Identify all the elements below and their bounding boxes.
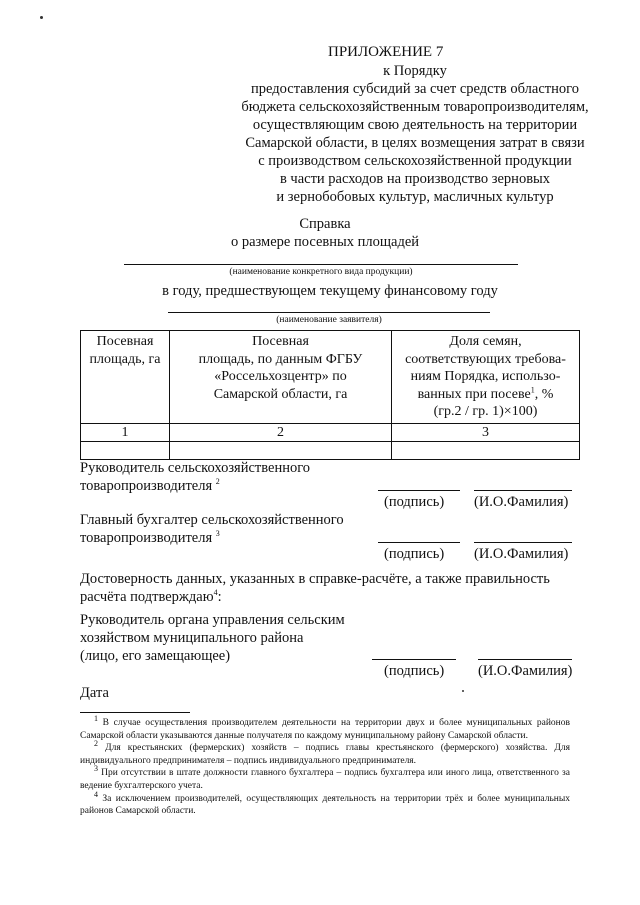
header-line: с производством сельскохозяйственной продукции [258, 153, 572, 169]
header-line: предоставления субсидий за счет средств областного [251, 81, 579, 97]
municipal-signatory: Руководитель органа управления сельским хозяйством муниципального района (лицо, его замещающее) [80, 612, 345, 664]
header-line: Самарской области, в целях возмещения затрат в связи [245, 135, 585, 151]
product-caption: (наименование конкретного вида продукции) [229, 267, 413, 277]
appendix-header [200, 43, 630, 206]
head-signatory: Руководитель сельскохозяйственного товаропроизводителя $^2$ [80, 460, 311, 494]
name-caption: (И.О.Фамилия) [474, 494, 569, 510]
title-line-1: Справка [299, 216, 351, 232]
name-line [478, 659, 572, 660]
year-line: в году, предшествующем текущему финансовому году [162, 283, 498, 299]
footnotes [80, 713, 571, 818]
name-caption: (И.О.Фамилия) [474, 546, 569, 562]
scan-mark [462, 690, 464, 692]
signature-line [372, 659, 456, 660]
footnote: $^1$ В случае осуществления производителем деятельности на территории двух и более муниципальных районов Самарской области указываются данные получателя по каждому муниципальному району Самарской области. [80, 713, 570, 741]
footnote-separator [80, 712, 190, 713]
scan-mark [40, 16, 43, 19]
name-line [474, 542, 572, 543]
value-fgbu-area [170, 442, 392, 460]
header-line: в части расходов на производство зерновых [279, 171, 551, 187]
title-line-2: о размере посевных площадей [230, 234, 420, 250]
column-number: 3 [392, 423, 580, 442]
confirmation-statement: Достоверность данных, указанных в справке-расчёте, а также правильность расчёта подтверждаю$^4$: [80, 571, 550, 605]
signature-line [378, 490, 460, 491]
name-caption: (И.О.Фамилия) [478, 663, 573, 679]
signature-line [378, 542, 460, 543]
signature-caption: (подпись) [384, 494, 445, 510]
sown-area-table [80, 330, 580, 460]
footnote-ref-4: 4 [213, 588, 218, 598]
footnote-ref-3: 3 [215, 529, 220, 539]
appendix-number: ПРИЛОЖЕНИЕ 7 [328, 44, 444, 60]
header-fgbu-area: Посевная площадь, по данным ФГБУ «Россельхозцентр» по Самарской области, га [170, 331, 392, 424]
header-line: осуществляющим свою деятельность на территории [252, 117, 578, 133]
value-sown-area [81, 442, 170, 460]
footnote-ref-2: 2 [215, 477, 220, 487]
header-line: бюджета сельскохозяйственным товаропроизводителям, [241, 99, 589, 115]
column-number: 1 [81, 423, 170, 442]
accountant-signatory: Главный бухгалтер сельскохозяйственного товаропроизводителя $^3$ [80, 512, 344, 546]
date-label: Дата [80, 685, 109, 701]
header-line: к Порядку [383, 63, 447, 79]
applicant-name-line [168, 312, 490, 313]
order-reference [200, 62, 630, 206]
name-line [474, 490, 572, 491]
signature-caption: (подпись) [384, 546, 445, 562]
signature-caption: (подпись) [384, 663, 445, 679]
applicant-caption: (наименование заявителя) [276, 315, 382, 325]
footnote-ref-1: 1 [530, 384, 535, 394]
footnote: $^2$ Для крестьянских (фермерских) хозяйств – подпись главы крестьянского (фермерского) хозяйства. Для индивидуального предпринимателя – подпись индивидуального предпринимателя. [80, 739, 570, 766]
header-sown-area: Посевная площадь, га [81, 331, 170, 424]
header-line: и зернобобовых культур, масличных культур [276, 189, 554, 205]
document-title [200, 215, 450, 251]
product-name-line [124, 264, 518, 265]
footnote: $^4$ За исключением производителей, осуществляющих деятельность на территории трёх и более муниципальных районов Самарской области. [80, 789, 571, 817]
header-seed-share: Доля семян, соответствующих требова- ниям Порядка, использо- ванных при посеве$^1$, % (гр.2 / гр. 1)×100) [392, 331, 580, 424]
value-seed-share [392, 442, 580, 460]
footnote: $^3$ При отсутствии в штате должности главного бухгалтера – подпись бухгалтера или иного лица, ответственного за ведение бухгалтерского учета. [80, 764, 570, 791]
column-number: 2 [170, 423, 392, 442]
